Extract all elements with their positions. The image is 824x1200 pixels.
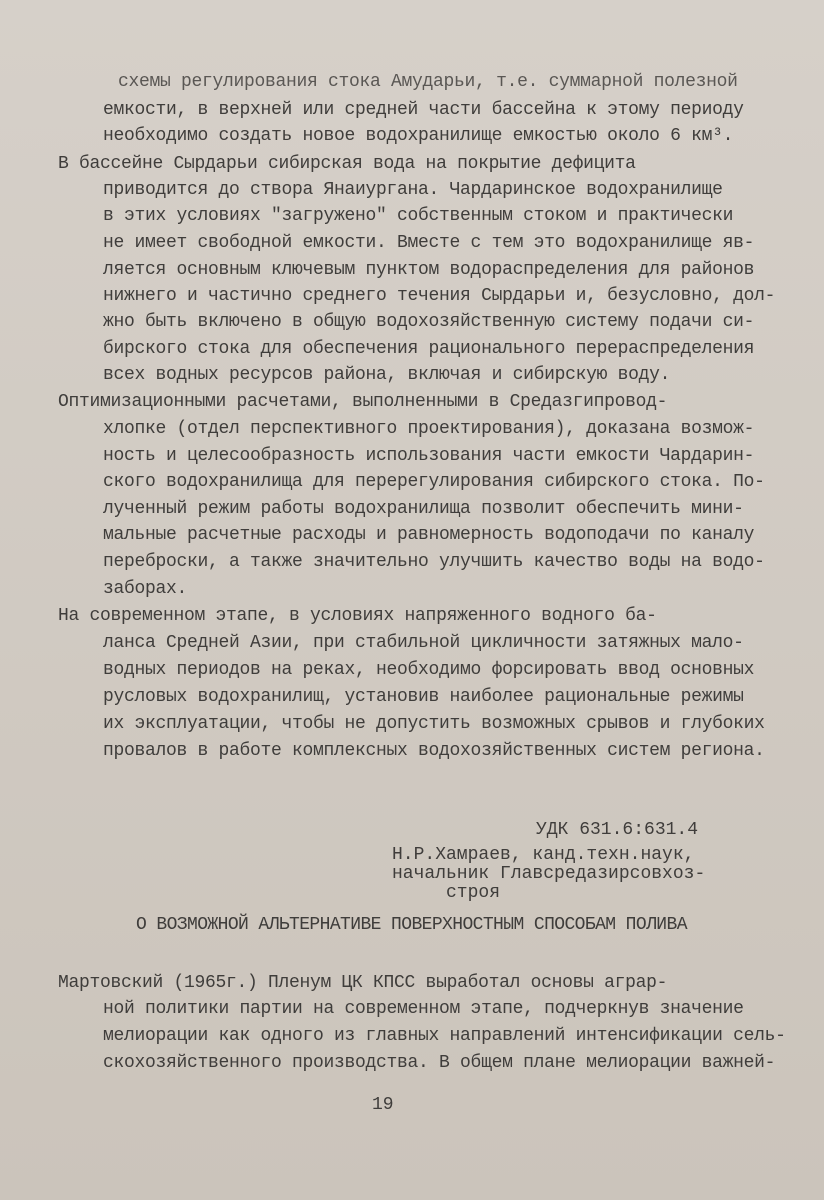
author-block bbox=[392, 846, 705, 903]
text-line: необходимо создать новое водохранилище емкостью около 6 км³. bbox=[103, 126, 734, 146]
author-position: начальник Главсредазирсовхоз- bbox=[392, 864, 706, 884]
text-line: русловых водохранилищ, установив наиболее рациональные режимы bbox=[103, 687, 744, 707]
text-line: заборах. bbox=[103, 579, 188, 599]
text-line: жно быть включено в общую водохозяйственную систему подачи си- bbox=[103, 312, 755, 332]
text-line: ского водохранилища для перерегулирования сибирского стока. По- bbox=[103, 472, 765, 492]
udk-code: УДК 631.6:631.4 bbox=[536, 820, 699, 840]
text-line: всех водных ресурсов района, включая и сибирскую воду. bbox=[103, 365, 671, 385]
text-line: бирского стока для обеспечения рационального перераспределения bbox=[103, 339, 755, 359]
text-line: ность и целесообразность использования части емкости Чардарин- bbox=[103, 446, 755, 466]
text-line: ной политики партии на современном этапе, подчеркнув значение bbox=[103, 999, 744, 1019]
text-line: ляется основным ключевым пунктом водораспределения для районов bbox=[103, 260, 755, 280]
text-line: схемы регулирования стока Амударьи, т.е. суммарной полезной bbox=[118, 72, 738, 92]
text-line: приводится до створа Янаиургана. Чардаринское водохранилище bbox=[103, 180, 723, 200]
text-line: хлопке (отдел перспективного проектирования), доказана возмож- bbox=[103, 419, 755, 439]
text-line: мальные расчетные расходы и равномерность водоподачи по каналу bbox=[103, 525, 755, 545]
text-line: водных периодов на реках, необходимо форсировать ввод основных bbox=[103, 660, 755, 680]
text-line: нижнего и частично среднего течения Сырдарьи и, безусловно, дол- bbox=[103, 286, 776, 306]
text-line: емкости, в верхней или средней части бассейна к этому периоду bbox=[103, 100, 744, 120]
text-line: в этих условиях "загружено" собственным стоком и практически bbox=[103, 206, 734, 226]
text-line: переброски, а также значительно улучшить качество воды на водо- bbox=[103, 552, 765, 572]
text-line: Мартовский (1965г.) Пленум ЦК КПСС выработал основы аграр- bbox=[58, 973, 668, 993]
text-line: не имеет свободной емкости. Вместе с тем это водохранилище яв- bbox=[103, 233, 755, 253]
text-line: мелиорации как одного из главных направлений интенсификации сель- bbox=[103, 1026, 786, 1046]
article-title: О ВОЗМОЖНОЙ АЛЬТЕРНАТИВЕ ПОВЕРХНОСТНЫМ СПОСОБАМ ПОЛИВА bbox=[136, 915, 687, 935]
author-name: Н.Р.Хамраев, канд.техн.наук, bbox=[392, 845, 695, 865]
text-line: скохозяйственного производства. В общем плане мелиорации важней- bbox=[103, 1053, 776, 1073]
text-line: провалов в работе комплексных водохозяйственных систем региона. bbox=[103, 741, 765, 761]
page-number: 19 bbox=[372, 1095, 394, 1115]
text-line: их эксплуатации, чтобы не допустить возможных срывов и глубоких bbox=[103, 714, 765, 734]
text-line: В бассейне Сырдарьи сибирская вода на покрытие дефицита bbox=[58, 154, 636, 174]
text-line: На современном этапе, в условиях напряженного водного ба- bbox=[58, 606, 657, 626]
author-position-cont: строя bbox=[446, 883, 501, 903]
text-line: Оптимизационными расчетами, выполненными в Средазгипровод- bbox=[58, 392, 668, 412]
text-line: ланса Средней Азии, при стабильной цикличности затяжных мало- bbox=[103, 633, 744, 653]
text-line: лученный режим работы водохранилища позволит обеспечить мини- bbox=[103, 499, 744, 519]
